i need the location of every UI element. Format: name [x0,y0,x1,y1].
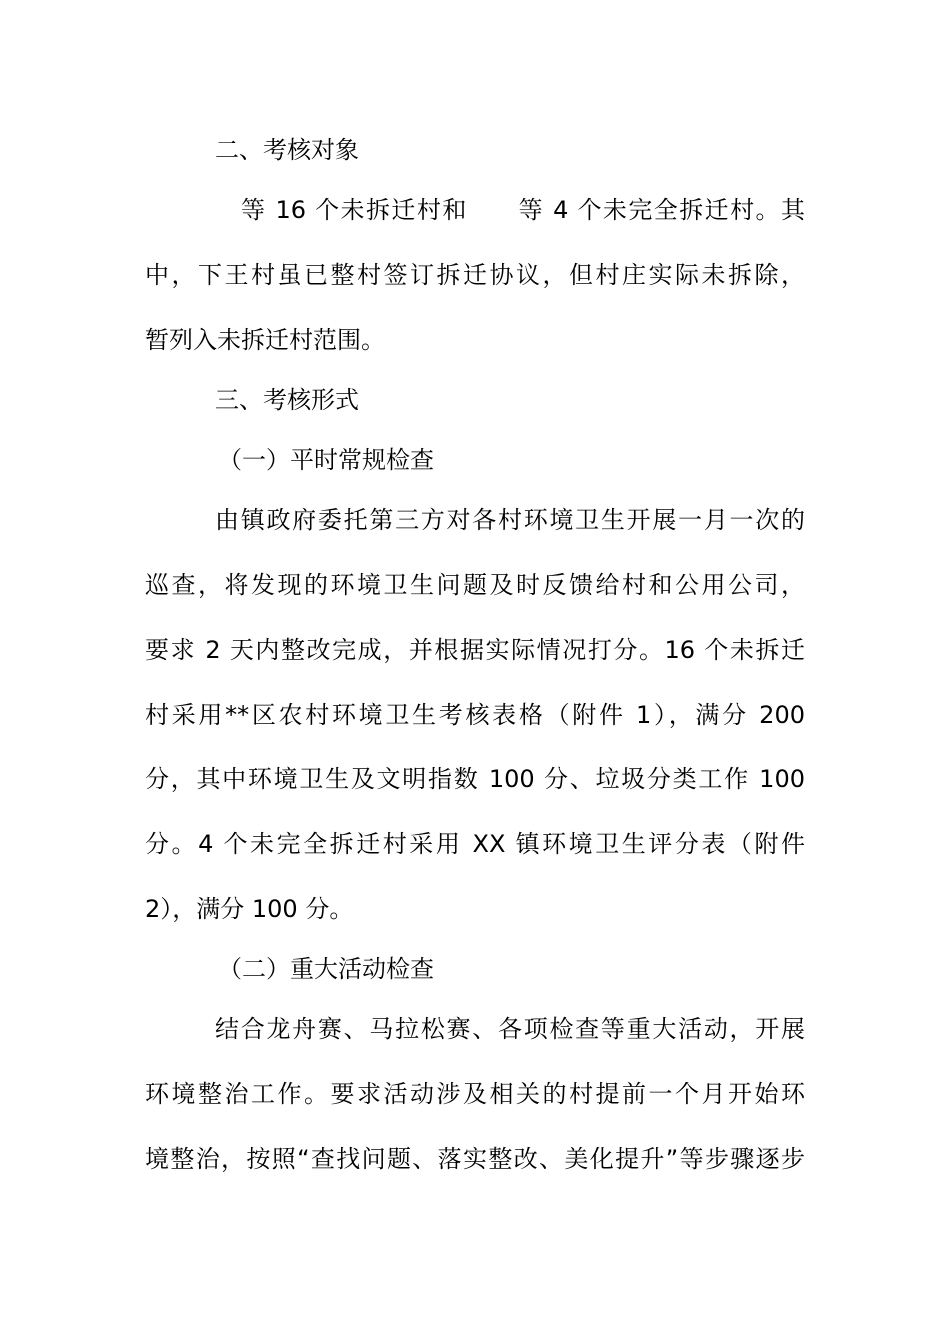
subsection-heading-routine-inspection: （一）平时常规检查 [218,446,434,474]
section-heading-assessment-targets: 二、考核对象 [215,136,359,164]
subsection-heading-major-event-inspection: （二）重大活动检查 [218,955,434,983]
section-heading-assessment-form: 三、考核形式 [215,386,359,414]
paragraph-line: 由镇政府委托第三方对各村环境卫生开展一月一次的 [215,506,805,534]
paragraph-line: 巡查，将发现的环境卫生问题及时反馈给村和公用公司， [145,571,805,599]
paragraph-line: 等 16 个未拆迁村和 等 4 个未完全拆迁村。其 [241,196,805,224]
paragraph-line: 暂列入未拆迁村范围。 [145,326,385,354]
paragraph-line: 中，下王村虽已整村签订拆迁协议，但村庄实际未拆除， [145,261,805,289]
paragraph-line: 境整治，按照“查找问题、落实整改、美化提升”等步骤逐步 [145,1145,805,1173]
paragraph-line: 村采用**区农村环境卫生考核表格（附件 1），满分 200 [145,701,805,729]
paragraph-line: 分。4 个未完全拆迁村采用 XX 镇环境卫生评分表（附件 [145,830,805,858]
paragraph-line: 分，其中环境卫生及文明指数 100 分、垃圾分类工作 100 [145,765,805,793]
paragraph-line: 要求 2 天内整改完成，并根据实际情况打分。16 个未拆迁 [145,636,805,664]
paragraph-line: 结合龙舟赛、马拉松赛、各项检查等重大活动，开展 [215,1015,805,1043]
paragraph-line: 2），满分 100 分。 [145,895,354,923]
paragraph-line: 环境整治工作。要求活动涉及相关的村提前一个月开始环 [145,1080,805,1108]
